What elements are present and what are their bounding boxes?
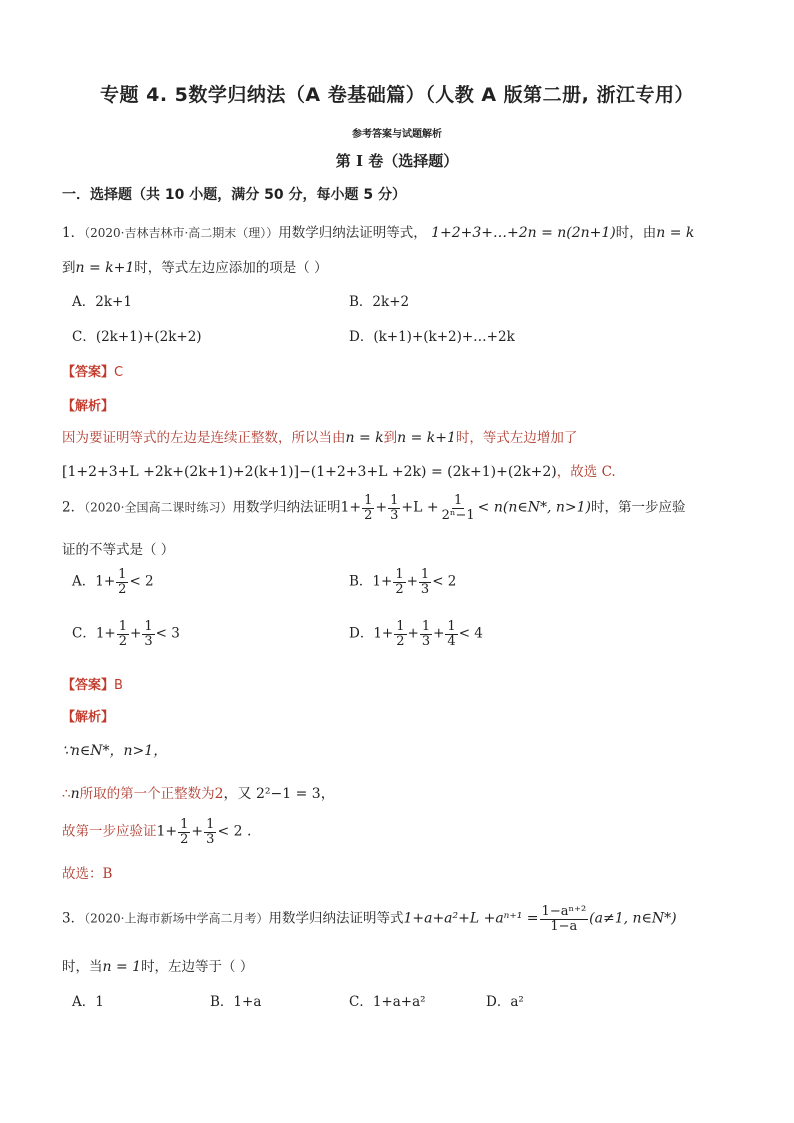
question-1-option-c[interactable]: C．(2k+1)+(2k+2) bbox=[72, 329, 202, 345]
q3-expr-tail: (a≠1, n∈N*) bbox=[589, 910, 677, 927]
question-2-option-c[interactable]: C．1+ $\frac{1}{2}$ + $\frac{1}{3}$ < 3 bbox=[72, 619, 180, 649]
question-2-analysis-line-3: 故第一步应验证1+ $\frac{1}{2}$ + $\frac{1}{3}$ < 2 . bbox=[62, 817, 252, 847]
question-2-option-b[interactable]: B．1+ $\frac{1}{2}$ + $\frac{1}{3}$ < 2 bbox=[349, 567, 457, 597]
question-3-line-2: 时，当n = 1时，左边等于（ ） bbox=[62, 959, 254, 975]
question-2-analysis-label: 【解析】 bbox=[62, 710, 115, 725]
question-3-source: （2020·上海市新场中学高二月考） bbox=[84, 911, 269, 926]
question-1-answer-label: 【答案】 bbox=[62, 365, 115, 380]
question-2-number: 2． bbox=[62, 499, 85, 516]
question-2-option-d[interactable]: D．1+ $\frac{1}{2}$ + $\frac{1}{3}$ + $\frac{1}{4}$ < 4 bbox=[349, 619, 483, 649]
q2-frac-3: $\frac{1}{\text{2ⁿ−1}}$ bbox=[441, 493, 475, 523]
q2-an-1: ∵n∈N*，n>1， bbox=[62, 743, 168, 759]
q1-an-1d: n = k+1 bbox=[397, 430, 456, 446]
question-1-expression: 1+2+3+…+2n = n(2n+1) bbox=[431, 225, 616, 241]
question-2-analysis-line-2: ∴n所取的第一个正整数为2，又 2²−1 = 3， bbox=[62, 786, 335, 802]
q1-an-2-tail: ，故选 C. bbox=[556, 464, 616, 480]
q1-an-1e: 时，等式左边增加了 bbox=[455, 430, 578, 446]
question-1-number: 1． bbox=[62, 225, 85, 241]
question-1-line2-a: 到 bbox=[62, 260, 76, 276]
question-3-option-a[interactable]: A．1 bbox=[72, 994, 104, 1010]
question-1-option-b[interactable]: B．2k+2 bbox=[349, 294, 410, 310]
question-1-stem: 用数学归纳法证明等式， bbox=[278, 225, 427, 241]
question-3-option-c[interactable]: C．1+a+a² bbox=[349, 994, 426, 1010]
q2-stem-b: 时，第一步应验 bbox=[590, 499, 686, 516]
question-2-answer: 【答案】B bbox=[62, 678, 123, 693]
q2-frac-2: $\frac{1}{3}$ bbox=[390, 493, 399, 523]
question-1-nk1: n = k+1 bbox=[75, 260, 135, 276]
q2-frac-1: $\frac{1}{2}$ bbox=[364, 493, 373, 523]
question-1-line2-b: 时，等式左边应添加的项是（ ） bbox=[134, 260, 328, 276]
q1-an-1c: 到 bbox=[383, 430, 398, 446]
question-1-stem-b: 时，由 bbox=[615, 225, 657, 241]
question-1-line-2 bbox=[62, 256, 328, 276]
question-1-analysis-label: 【解析】 bbox=[62, 399, 115, 414]
question-1-line-1 bbox=[62, 221, 694, 241]
q3-frac: $\frac{\text{1−aⁿ⁺²}}{1-a}$ bbox=[541, 904, 587, 934]
question-2-answer-value: B bbox=[114, 678, 123, 693]
question-1-analysis-line-1 bbox=[62, 426, 577, 446]
question-3-number: 3． bbox=[62, 910, 85, 927]
question-2-stem: 用数学归纳法证明 bbox=[232, 499, 341, 516]
question-1-answer-value: C bbox=[114, 365, 124, 380]
question-2-analysis-line-4: 故选：B bbox=[62, 866, 113, 882]
page-title: 专题 4. 5数学归纳法（A 卷基础篇）（人教 A 版第二册, 浙江专用） bbox=[100, 84, 694, 106]
page-subtitle: 参考答案与试题解析 bbox=[352, 129, 442, 140]
q1-an-1b: n = k bbox=[345, 430, 384, 446]
question-1-analysis-line-2 bbox=[62, 460, 616, 480]
question-2-analysis-line-1 bbox=[62, 740, 167, 760]
question-3-option-d[interactable]: D．a² bbox=[486, 994, 524, 1010]
question-1-source: （2020·吉林吉林市·高二期末（理）） bbox=[84, 226, 279, 240]
question-2-source: （2020·全国高二课时练习） bbox=[84, 500, 233, 515]
question-2-line-2: 证的不等式是（ ） bbox=[62, 542, 175, 558]
section-heading: 一．选择题（共 10 小题，满分 50 分，每小题 5 分） bbox=[62, 187, 406, 203]
question-3-option-b[interactable]: B．1+a bbox=[210, 994, 262, 1010]
q1-an-1a: 因为要证明等式的左边是连续正整数，所以当由 bbox=[62, 430, 346, 446]
question-1-option-a[interactable]: A．2k+1 bbox=[72, 294, 132, 310]
question-3-stem: 用数学归纳法证明等式 bbox=[268, 910, 404, 927]
question-1-option-d[interactable]: D．(k+1)+(k+2)+…+2k bbox=[349, 329, 515, 345]
q3-expr: 1+a+a²+L +aⁿ⁺¹ = bbox=[403, 910, 539, 927]
question-2-option-a[interactable]: A．1+ $\frac{1}{2}$ < 2 bbox=[72, 567, 154, 597]
volume-heading: 第 I 卷（选择题） bbox=[335, 152, 459, 170]
q2-expr-mid: +L + bbox=[401, 499, 439, 516]
question-2-line-1: 2．（2020·全国高二课时练习）用数学归纳法证明1+ $\frac{1}{2}$ + $\frac{1}{3}$ +L + $\frac{1}{\text{2ⁿ−1}}$ < n(n∈N*, n>1)时，第一步应验 bbox=[62, 493, 686, 523]
q2-expr-tail: < n(n∈N*, n>1) bbox=[477, 499, 591, 516]
q2-expr-head: 1+ bbox=[340, 499, 362, 516]
question-1-answer bbox=[62, 361, 123, 380]
question-1-nk: n = k bbox=[656, 225, 695, 241]
question-3-line-1 bbox=[62, 905, 677, 933]
q1-an-2: [1+2+3+L +2k+(2k+1)+2(k+1)]−(1+2+3+L +2k) = (2k+1)+(2k+2) bbox=[62, 464, 557, 480]
